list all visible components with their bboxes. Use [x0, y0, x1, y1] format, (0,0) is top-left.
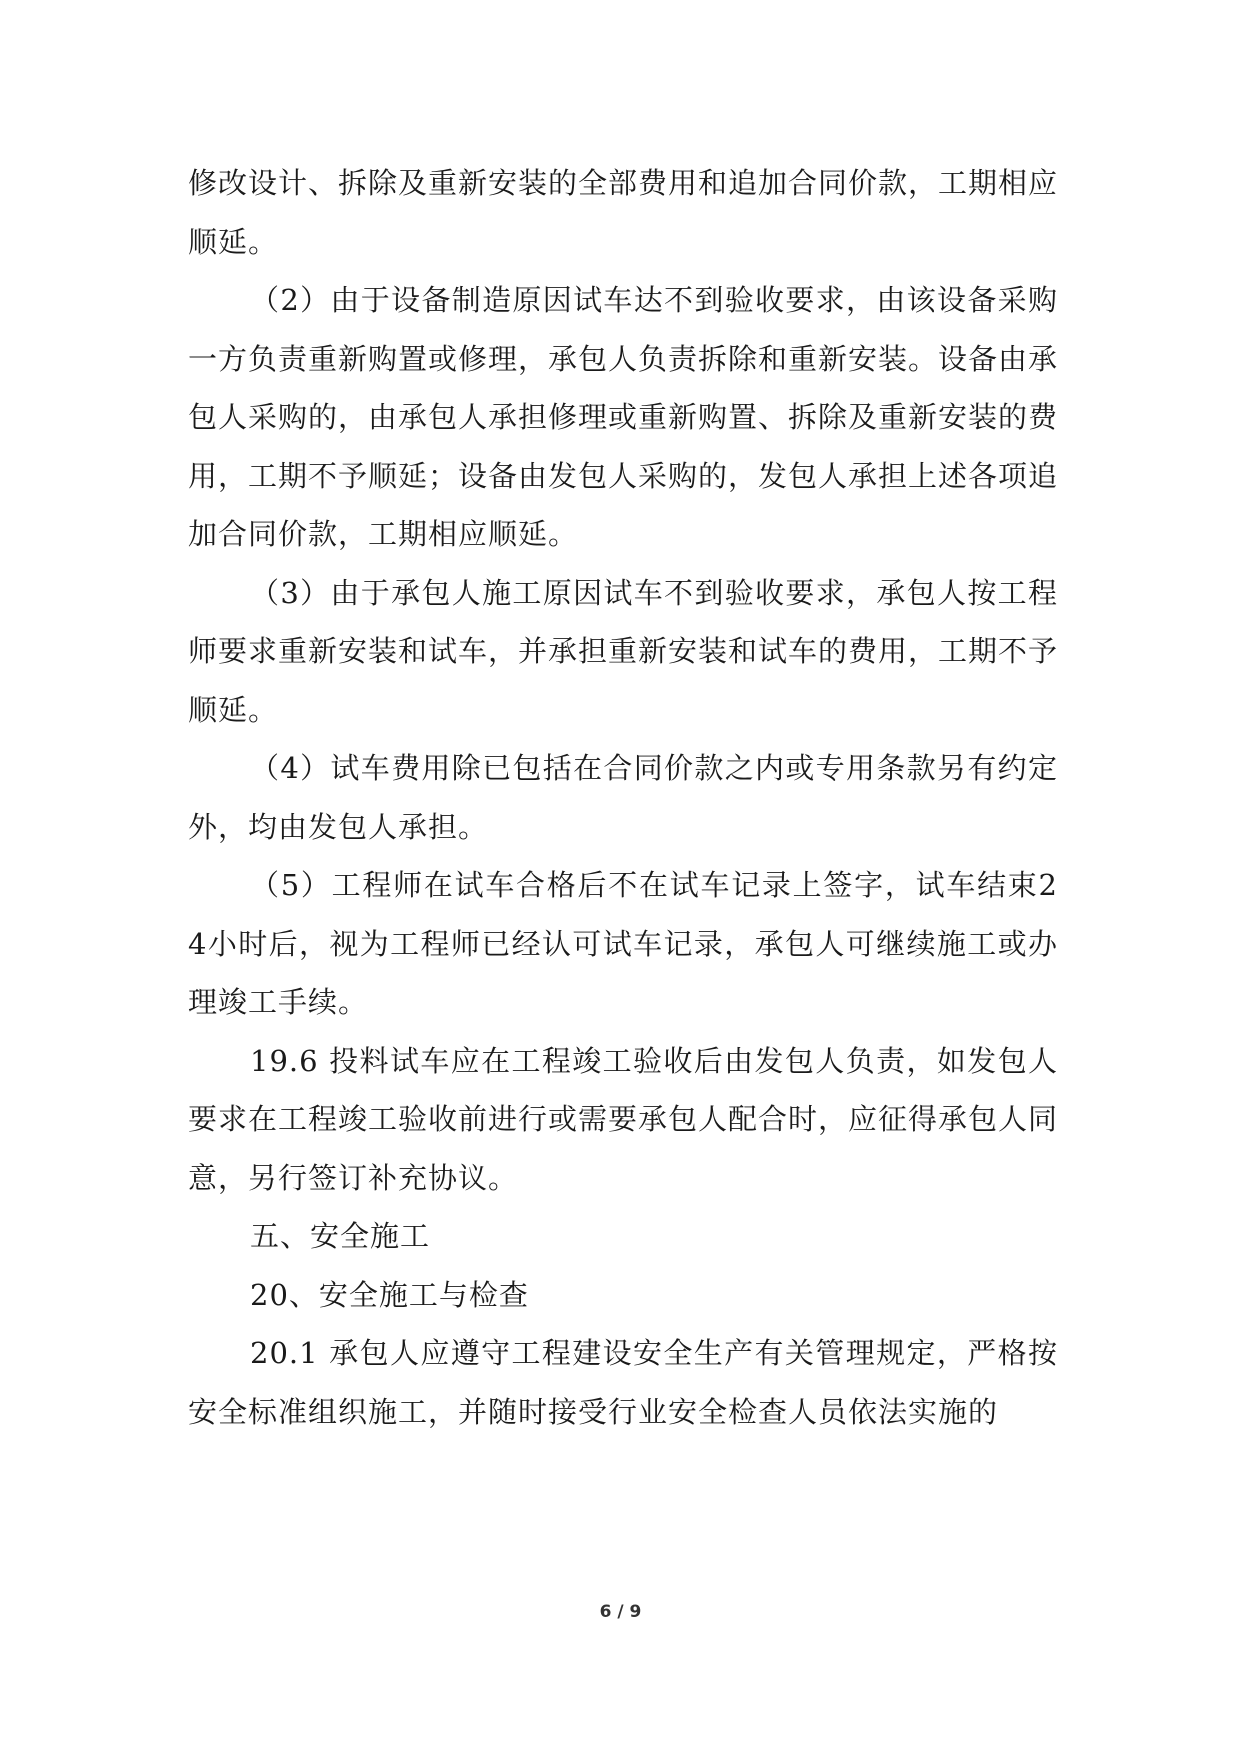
paragraph-clause-19-6: 19.6 投料试车应在工程竣工验收后由发包人负责，如发包人要求在工程竣工验收前进行或需要承包人配合时，应征得承包人同意，另行签订补充协议。 [188, 1043, 1059, 1195]
paragraph-item-2: （2）由于设备制造原因试车达不到验收要求，由该设备采购一方负责重新购置或修理，承包人负责拆除和重新安装。设备由承包人采购的，由承包人承担修理或重新购置、拆除及重新安装的费用，工期不予顺延；设备由发包人采购的，发包人承担上述各项追加合同价款，工期相应顺延。 [188, 283, 1059, 551]
page-number: 6 / 9 [599, 1602, 642, 1622]
document-body [188, 154, 1058, 1441]
paragraph-continuation: 修改设计、拆除及重新安装的全部费用和追加合同价款，工期相应顺延。 [188, 166, 1059, 259]
paragraph-item-5: （5）工程师在试车合格后不在试车记录上签字，试车结束24小时后，视为工程师已经认可试车记录，承包人可继续施工或办理竣工手续。 [188, 868, 1058, 1019]
clause-heading-20: 20、安全施工与检查 [250, 1277, 529, 1312]
paragraph-item-4: （4）试车费用除已包括在合同价款之内或专用条款另有约定外，均由发包人承担。 [188, 751, 1058, 844]
paragraph-item-3: （3）由于承包人施工原因试车不到验收要求，承包人按工程师要求重新安装和试车，并承担重新安装和试车的费用，工期不予顺延。 [188, 575, 1059, 727]
section-heading-safety: 五、安全施工 [250, 1219, 431, 1253]
paragraph-clause-20-1: 20.1 承包人应遵守工程建设安全生产有关管理规定，严格按安全标准组织施工，并随时接受行业安全检查人员依法实施的 [188, 1336, 1058, 1429]
